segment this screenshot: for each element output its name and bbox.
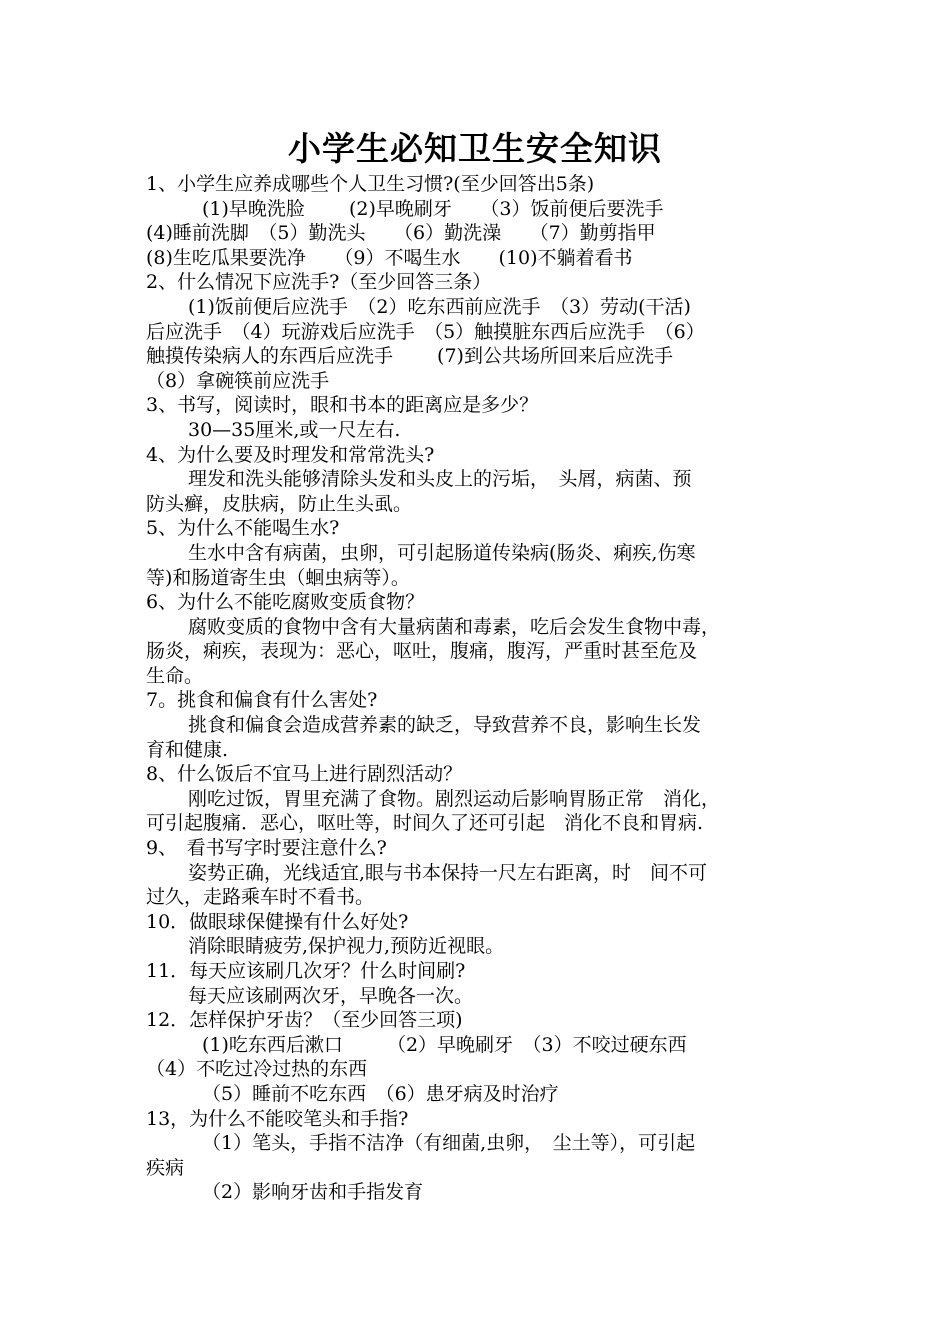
answer-line: 刚吃过饭，胃里充满了食物。剧烈运动后影响胃肠正常 消化，	[188, 787, 721, 810]
answer-line: 防头癣，皮肤病，防止生头虱。	[146, 492, 413, 515]
question-5: 5、为什么不能喝生水?	[146, 517, 340, 540]
answer-line: 挑食和偏食会造成营养素的缺乏，导致营养不良，影响生长发	[188, 714, 702, 737]
answer-line: 每天应该刷两次牙，早晚各一次。	[188, 984, 474, 1007]
answer-line: 理发和洗头能够清除头发和头皮上的污垢， 头屑，病菌、预	[188, 468, 692, 491]
answer-line: （4）不吃过冷过热的东西	[146, 1058, 368, 1081]
question-1: 1、小学生应养成哪些个人卫生习惯?(至少回答出5条)	[146, 173, 595, 195]
answer-line: 消除眼睛疲劳,保护视力,预防近视眼。	[188, 935, 505, 958]
question-9: 9、 看书写字时要注意什么?	[146, 837, 387, 860]
page-title: 小学生必知卫生安全知识	[288, 129, 662, 168]
question-10: 10．做眼球保健操有什么好处?	[146, 910, 409, 933]
answer-line: (1)饭前便后应洗手 （2）吃东西前应洗手 （3）劳动(干活)	[188, 295, 691, 318]
answer-line: 触摸传染病人的东西后应洗手 (7)到公共场所回来后应洗手	[146, 345, 673, 368]
answer-line: 生命。	[146, 664, 204, 687]
question-13: 13，为什么不能咬笔头和手指?	[146, 1107, 409, 1130]
answer-line: 育和健康.	[146, 738, 229, 761]
question-7: 7。挑食和偏食有什么害处?	[146, 689, 378, 712]
answer-line: 肠炎，痢疾，表现为：恶心，呕吐，腹痛，腹泻，严重时甚至危及	[146, 640, 698, 663]
answer-line: (1)早晚洗脸 (2)早晚刷牙 （3）饭前便后要洗手	[202, 197, 664, 220]
answer-line: (8)生吃瓜果要洗净 （9）不喝生水 (10)不躺着看书	[146, 246, 633, 269]
question-8: 8、什么饭后不宜马上进行剧烈活动？	[146, 763, 463, 786]
answer-line: （5）睡前不吃东西 （6）患牙病及时治疗	[202, 1082, 559, 1105]
answer-line: (4)睡前洗脚 （5）勤洗头 （6）勤洗澡 （7）勤剪指甲	[146, 222, 656, 245]
answer-line: 疾病	[146, 1156, 185, 1179]
answer-line: （8）拿碗筷前应洗手	[146, 369, 330, 392]
question-6: 6、为什么不能吃腐败变质食物？	[146, 591, 425, 614]
question-3: 3、书写，阅读时，眼和书本的距离应是多少？	[146, 394, 539, 417]
answer-line: 姿势正确，光线适宜,眼与书本保持一尺左右距离，时 间不可	[188, 861, 708, 884]
question-2: 2、什么情况下应洗手?（至少回答三条）	[146, 271, 492, 294]
answer-line: （1）笔头，手指不洁净（有细菌,虫卵， 尘土等），可引起	[202, 1132, 696, 1155]
answer-line: 生水中含有病菌，虫卵，可引起肠道传染病(肠炎、痢疾,伤寒	[188, 541, 696, 564]
answer-line: 等)和肠道寄生虫（蛔虫病等）。	[146, 566, 410, 589]
answer-line: 腐败变质的食物中含有大量病菌和毒素，吃后会发生食物中毒，	[188, 615, 721, 638]
answer-line: 过久，走路乘车时不看书。	[146, 886, 375, 909]
question-11: 11．每天应该刷几次牙？什么时间刷?	[146, 960, 466, 982]
answer-line: （2）影响牙齿和手指发育	[202, 1181, 424, 1204]
question-4: 4、为什么要及时理发和常常洗头?	[146, 443, 435, 466]
document-body	[146, 172, 816, 1205]
answer-line: (1)吃东西后漱口 （2）早晚刷牙 （3）不咬过硬东西	[202, 1033, 687, 1056]
answer-line: 可引起腹痛．恶心，呕吐等，时间久了还可引起 消化不良和胃病.	[146, 812, 704, 835]
answer-line: 后应洗手 （4）玩游戏后应洗手 （5）触摸脏东西后应洗手 （6）	[146, 320, 705, 343]
answer-line: 30—35厘米,或一尺左右.	[188, 418, 401, 441]
question-12: 12．怎样保护牙齿？（至少回答三项)	[146, 1009, 463, 1032]
